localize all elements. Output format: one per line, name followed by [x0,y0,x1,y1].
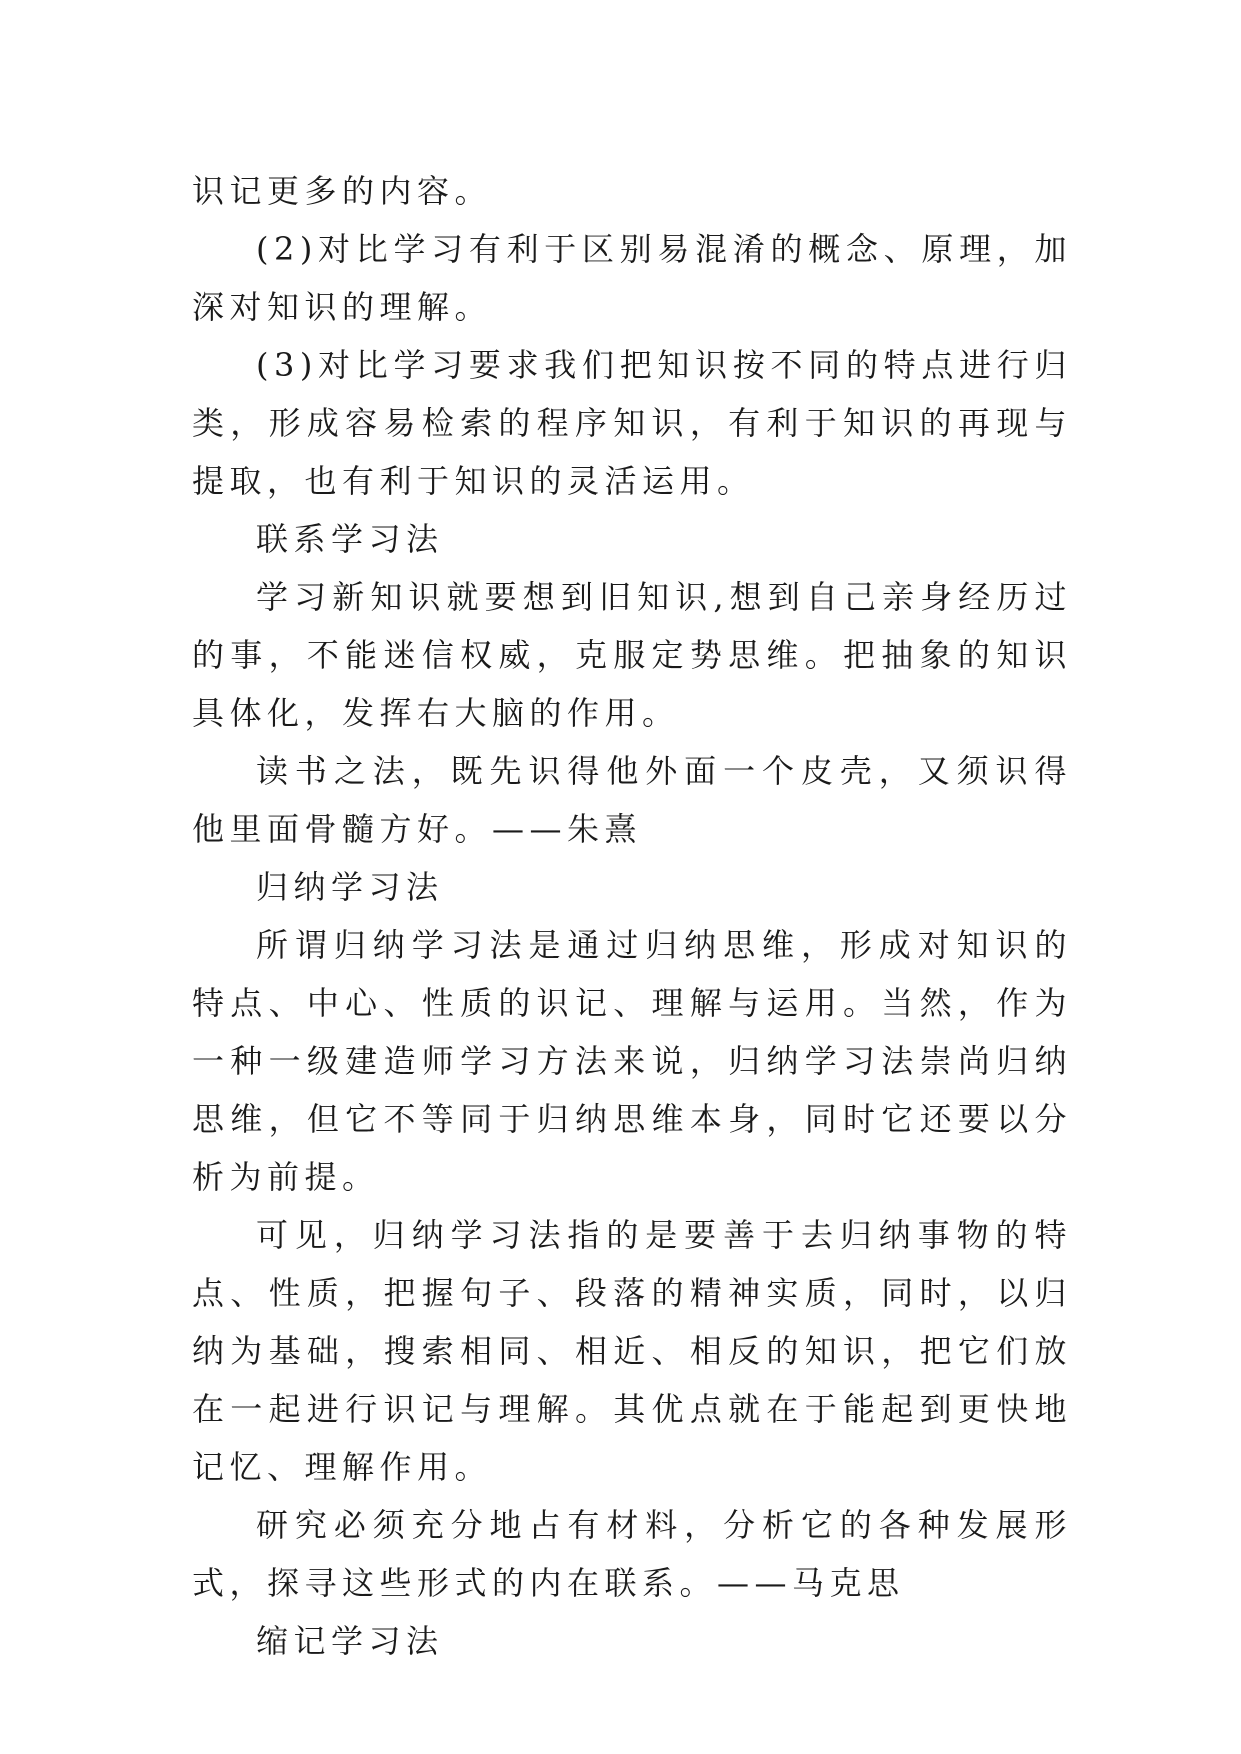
section-heading-association-method: 联系学习法 [256,520,444,558]
document-body [192,162,1072,1670]
paragraph-association-method: 学习新知识就要想到旧知识,想到自己亲身经历过的事，不能迷信权威，克服定势思维。把抽象的知识具体化，发挥右大脑的作用。 [192,578,1072,732]
paragraph-contrast-point-2: (2)对比学习有利于区别易混淆的概念、原理，加深对知识的理解。 [192,230,1072,326]
paragraph-induction-summary: 可见，归纳学习法指的是要善于去归纳事物的特点、性质，把握句子、段落的精神实质，同时，以归纳为基础，搜索相同、相近、相反的知识，把它们放在一起进行识记与理解。其优点就在于能起到更快地记忆、理解作用。 [192,1216,1072,1486]
quote-marx: 研究必须充分地占有材料，分析它的各种发展形式，探寻这些形式的内在联系。——马克思 [192,1506,1072,1602]
paragraph-induction-definition: 所谓归纳学习法是通过归纳思维，形成对知识的特点、中心、性质的识记、理解与运用。当然，作为一种一级建造师学习方法来说，归纳学习法崇尚归纳思维，但它不等同于归纳思维本身，同时它还要以分析为前提。 [192,926,1072,1196]
quote-zhu-xi: 读书之法，既先识得他外面一个皮壳，又须识得他里面骨髓方好。——朱熹 [192,752,1072,848]
section-heading-abbreviation-method: 缩记学习法 [256,1622,444,1660]
paragraph-continuation: 识记更多的内容。 [192,172,493,210]
section-heading-induction-method: 归纳学习法 [256,868,444,906]
paragraph-contrast-point-3: (3)对比学习要求我们把知识按不同的特点进行归类，形成容易检索的程序知识，有利于知识的再现与提取，也有利于知识的灵活运用。 [192,346,1072,500]
